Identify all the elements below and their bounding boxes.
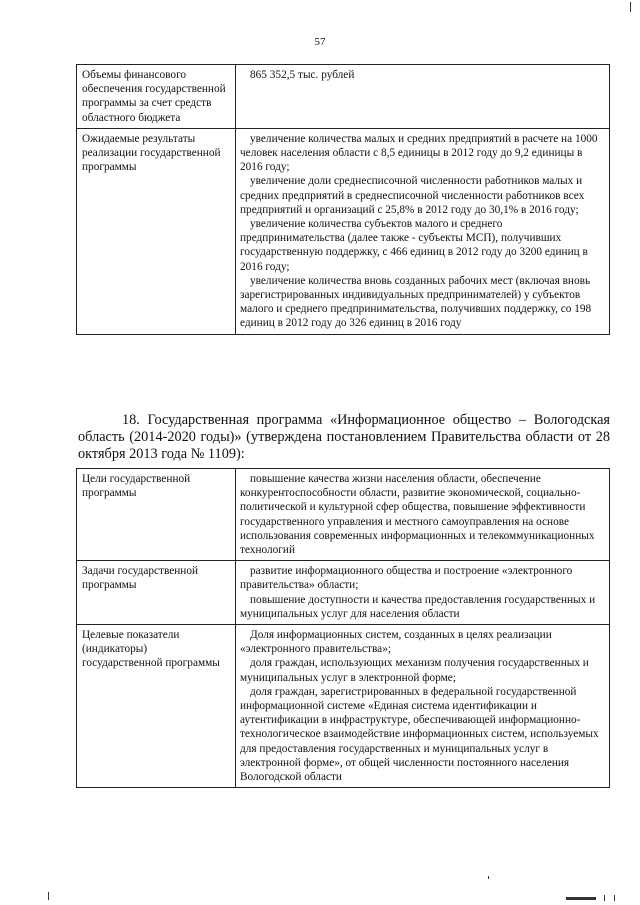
program-table-bottom xyxy=(76,468,610,788)
row-label: Целевые показатели (индикаторы) государственной программы xyxy=(77,625,236,788)
section-heading xyxy=(78,412,610,463)
value-paragraph: повышение доступности и качества предоставления государственных и муниципальных услуг для населения области xyxy=(240,593,596,620)
value-paragraph: увеличение количества вновь созданных рабочих мест (включая вновь зарегистрированных индивидуальных предпринимателей) у субъектов малого и среднего предпринимательства, получивших поддержку, со 198 единиц в 2012 году до 326 единиц в 2016 году xyxy=(240,274,592,330)
value-paragraph: увеличение доли среднесписочной численности работников малых и средних предприятий в среднесписочной численности работников всех предприятий и организаций с 25,8% в 2012 году до 30,1% в 2016 году; xyxy=(240,175,585,216)
scan-mark xyxy=(604,895,605,901)
value-paragraph: доля граждан, использующих механизм получения государственных и муниципальных услуг в электронной форме; xyxy=(240,657,589,684)
table-row xyxy=(77,469,610,561)
value-paragraph: увеличение количества малых и средних предприятий в расчете на 1000 человек населения области с 8,5 единицы в 2012 году до 9,2 единицы в 2016 году; xyxy=(240,132,598,174)
row-value xyxy=(236,128,610,334)
value-paragraph: 865 352,5 тыс. рублей xyxy=(250,69,355,81)
value-paragraph: Доля информационных систем, созданных в целях реализации «электронного правительства»; xyxy=(240,629,552,656)
row-value xyxy=(236,625,610,788)
page-number: 57 xyxy=(314,36,326,48)
table-row xyxy=(77,65,610,129)
scan-mark xyxy=(566,897,596,900)
value-paragraph: увеличение количества субъектов малого и среднего предпринимательства (далее также - субъекты МСП), получивших государственную поддержку, с 466 единиц в 2012 году до 3200 единиц в 2016 году; xyxy=(240,218,588,273)
row-value xyxy=(236,561,610,625)
table-row xyxy=(77,128,610,334)
row-value xyxy=(236,469,610,561)
program-table-top xyxy=(76,64,610,335)
value-paragraph: развитие информационного общества и построение «электронного правительства» области; xyxy=(240,565,573,592)
scan-mark xyxy=(48,892,49,900)
scan-mark xyxy=(488,876,489,879)
scan-mark xyxy=(630,2,631,12)
row-label: Задачи государственной программы xyxy=(77,561,236,625)
value-paragraph: повышение качества жизни населения области, обеспечение конкурентоспособности области, развитие экономической, социально-политической и культурной сфер общества, повышение эффективности государственного управления и местного самоуправления на основе использования современных информационных и телекоммуникационных технологий xyxy=(240,473,595,557)
row-label: Ожидаемые результаты реализации государственной программы xyxy=(77,128,236,334)
table-row xyxy=(77,625,610,788)
section-heading-text: 18. Государственная программа «Информационное общество – Вологодская область (2014-2020 годы)» (утверждена постановлением Правительства области от 28 октября 2013 года № 1109): xyxy=(78,412,610,462)
scan-mark xyxy=(614,895,615,901)
row-value xyxy=(236,65,610,129)
table-row xyxy=(77,561,610,625)
value-paragraph: доля граждан, зарегистрированных в федеральной государственной информационной системе «Единая система идентификации и аутентификации в инфраструктуре, обеспечивающей информационно-технологическое взаимодействие информационных систем, используемых для предоставления государственных и муниципальных услуг в электронной форме», от общей численности постоянного населения Вологодской области xyxy=(240,685,599,784)
row-label: Объемы финансового обеспечения государственной программы за счет средств областного бюджета xyxy=(77,65,236,129)
row-label: Цели государственной программы xyxy=(77,469,236,561)
